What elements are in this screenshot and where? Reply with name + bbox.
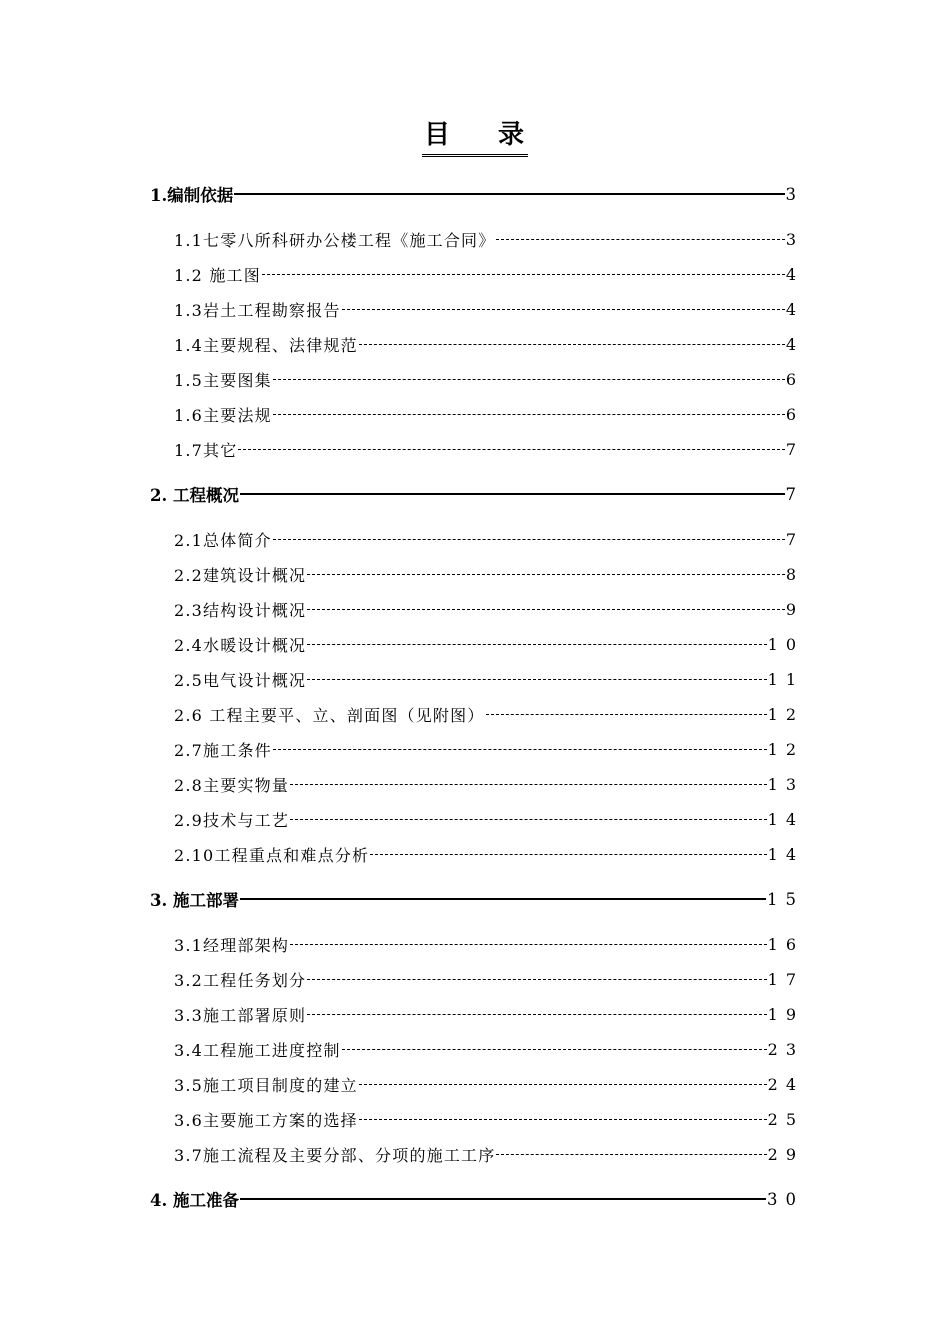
- toc-page-number: 29: [767, 1144, 804, 1164]
- toc-page-number: 4: [785, 264, 804, 284]
- toc-section-entry[interactable]: [174, 1142, 804, 1166]
- toc-page-number: 4: [785, 334, 804, 354]
- toc-leader-line: [290, 784, 767, 785]
- toc-entry-label: 2.2建筑设计概况: [174, 565, 307, 585]
- toc-entry-label: 2.10工程重点和难点分析: [174, 845, 370, 865]
- toc-page-number: 12: [767, 704, 804, 724]
- toc-leader-line: [359, 1119, 767, 1120]
- toc-entry-label: 3.5施工项目制度的建立: [174, 1075, 358, 1095]
- toc-entry-label: 1.6主要法规: [174, 405, 272, 425]
- toc-section-entry[interactable]: [174, 1107, 804, 1131]
- page-title: [0, 118, 950, 157]
- toc-entry-label: 2. 工程概况: [150, 486, 239, 505]
- toc-section-entry[interactable]: [174, 932, 804, 956]
- toc-section-entry[interactable]: [174, 527, 804, 551]
- toc-leader-line: [273, 749, 767, 750]
- toc-page-number: 15: [767, 889, 804, 909]
- toc-section-entry[interactable]: [174, 297, 804, 321]
- toc-leader-line: [359, 344, 785, 345]
- toc-page-number: 3: [785, 229, 804, 249]
- toc-page-number: 7: [785, 529, 804, 549]
- toc-leader-line: [240, 493, 785, 495]
- toc-leader-line: [307, 979, 766, 980]
- toc-leader-line: [238, 449, 784, 450]
- toc-chapter-entry[interactable]: [150, 482, 804, 506]
- toc-entry-label: 2.7施工条件: [174, 740, 272, 760]
- title-first-char: 目: [423, 120, 452, 150]
- toc-leader-line: [290, 819, 767, 820]
- toc-entry-label: 3.6主要施工方案的选择: [174, 1110, 358, 1130]
- toc-leader-line: [273, 379, 785, 380]
- toc-page-number: 17: [767, 969, 804, 989]
- toc-page-number: 13: [767, 774, 804, 794]
- toc-page-number: 23: [767, 1039, 804, 1059]
- toc-page-number: 3: [785, 184, 804, 204]
- toc-section-entry[interactable]: [174, 702, 804, 726]
- toc-section-entry[interactable]: [174, 1037, 804, 1061]
- toc-page-number: 10: [767, 634, 804, 654]
- toc-entry-label: 1.5主要图集: [174, 370, 272, 390]
- toc-entry-label: 1.2 施工图: [174, 265, 261, 285]
- toc-leader-line: [496, 239, 784, 240]
- toc-page-number: 24: [767, 1074, 804, 1094]
- toc-section-entry[interactable]: [174, 667, 804, 691]
- toc-leader-line: [342, 309, 785, 310]
- toc-entry-label: 2.3结构设计概况: [174, 600, 307, 620]
- toc-section-entry[interactable]: [174, 737, 804, 761]
- toc-section-entry[interactable]: [174, 437, 804, 461]
- toc-leader-line: [307, 609, 785, 610]
- toc-section-entry[interactable]: [174, 332, 804, 356]
- toc-entry-label: 3.1经理部架构: [174, 935, 290, 955]
- toc-chapter-entry[interactable]: [150, 182, 804, 206]
- toc-leader-line: [234, 193, 784, 195]
- toc-page-number: 11: [767, 669, 804, 689]
- toc-entry-label: 1.3岩土工程勘察报告: [174, 300, 341, 320]
- toc-chapter-entry[interactable]: [150, 1187, 804, 1211]
- toc-page-number: 12: [767, 739, 804, 759]
- toc-leader-line: [307, 644, 766, 645]
- toc-entry-label: 3.7施工流程及主要分部、分项的施工工序: [174, 1145, 496, 1165]
- toc-section-entry[interactable]: [174, 632, 804, 656]
- toc-leader-line: [262, 274, 785, 275]
- toc-entry-label: 3.2工程任务划分: [174, 970, 307, 990]
- toc-page-number: 9: [785, 599, 804, 619]
- toc-entry-label: 2.8主要实物量: [174, 775, 290, 795]
- toc-leader-line: [240, 898, 766, 900]
- toc-entry-label: 2.6 工程主要平、立、剖面图（见附图）: [174, 705, 485, 725]
- toc-section-entry[interactable]: [174, 967, 804, 991]
- toc-page-number: 19: [767, 1004, 804, 1024]
- toc-leader-line: [370, 854, 766, 855]
- toc-section-entry[interactable]: [174, 227, 804, 251]
- toc-page-number: 14: [767, 844, 804, 864]
- toc-entry-label: 3.3施工部署原则: [174, 1005, 307, 1025]
- toc-entry-label: 4. 施工准备: [150, 1191, 239, 1210]
- toc-page-number: 6: [785, 404, 804, 424]
- title-second-char: 录: [498, 120, 527, 150]
- toc-leader-line: [273, 414, 785, 415]
- toc-page-number: 14: [767, 809, 804, 829]
- toc-leader-line: [307, 1014, 766, 1015]
- toc-section-entry[interactable]: [174, 772, 804, 796]
- toc-leader-line: [240, 1198, 766, 1200]
- toc-section-entry[interactable]: [174, 402, 804, 426]
- toc-section-entry[interactable]: [174, 1002, 804, 1026]
- toc-page-number: 4: [785, 299, 804, 319]
- toc-entry-label: 1.7其它: [174, 440, 238, 460]
- toc-entry-label: 2.1总体简介: [174, 530, 272, 550]
- toc-page-number: 8: [785, 564, 804, 584]
- toc-entry-label: 1.编制依据: [150, 186, 234, 205]
- toc-page-number: 7: [785, 484, 804, 504]
- toc-leader-line: [307, 679, 766, 680]
- toc-section-entry[interactable]: [174, 597, 804, 621]
- toc-section-entry[interactable]: [174, 367, 804, 391]
- toc-entry-label: 3. 施工部署: [150, 891, 239, 910]
- toc-entry-label: 1.4主要规程、法律规范: [174, 335, 358, 355]
- toc-entry-label: 3.4工程施工进度控制: [174, 1040, 341, 1060]
- toc-page-number: 25: [767, 1109, 804, 1129]
- toc-leader-line: [486, 714, 767, 715]
- toc-entry-label: 2.5电气设计概况: [174, 670, 307, 690]
- toc-section-entry[interactable]: [174, 842, 804, 866]
- toc-leader-line: [273, 539, 785, 540]
- toc-leader-line: [342, 1049, 767, 1050]
- toc-section-entry[interactable]: [174, 562, 804, 586]
- toc-page-number: 16: [767, 934, 804, 954]
- toc-leader-line: [496, 1154, 766, 1155]
- toc-leader-line: [290, 944, 767, 945]
- toc-section-entry[interactable]: [174, 262, 804, 286]
- toc-leader-line: [359, 1084, 767, 1085]
- title-underline: [422, 118, 528, 157]
- toc-entry-label: 1.1七零八所科研办公楼工程《施工合同》: [174, 230, 496, 250]
- toc-chapter-entry[interactable]: [150, 887, 804, 911]
- toc-leader-line: [307, 574, 785, 575]
- toc-section-entry[interactable]: [174, 807, 804, 831]
- toc-section-entry[interactable]: [174, 1072, 804, 1096]
- toc-page-number: 7: [785, 439, 804, 459]
- toc-entry-label: 2.4水暖设计概况: [174, 635, 307, 655]
- toc-entry-label: 2.9技术与工艺: [174, 810, 290, 830]
- toc-page-number: 6: [785, 369, 804, 389]
- toc-page-number: 30: [767, 1189, 804, 1209]
